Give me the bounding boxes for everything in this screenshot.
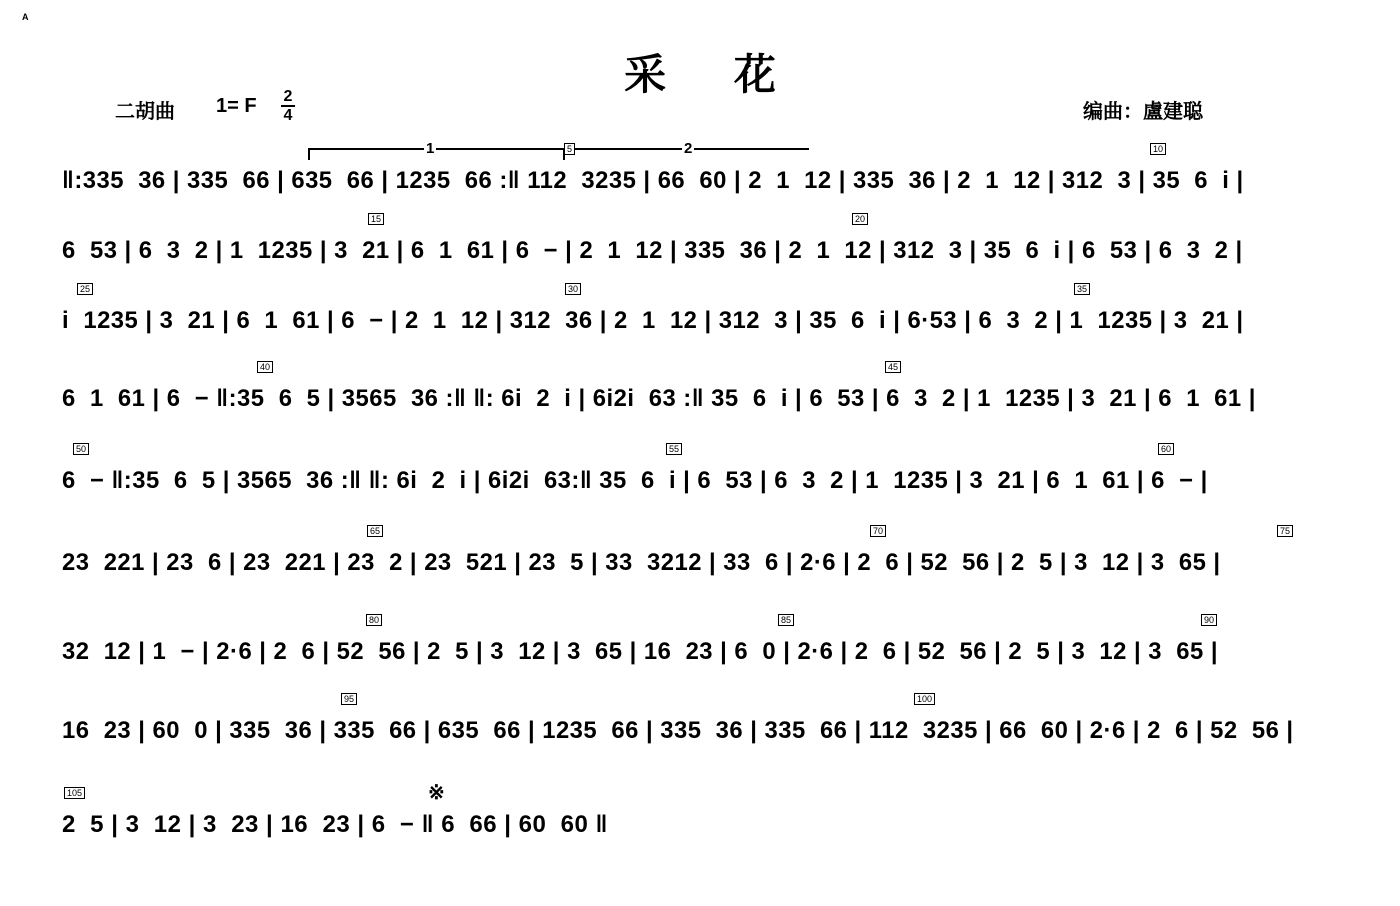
measure-number: 60 [1158,443,1174,455]
measure-number: 70 [870,525,886,537]
measure-number: 75 [1277,525,1293,537]
notation-line: 6 53 | 6 3 2 | 1 1235 | 3 21 | 6 1 61 | 6 − | 2 1 12 | 335 36 | 2 1 12 | 312 3 | 35 6 i | 6 53 | 6 3 2 | [62,237,1243,264]
notation-line: 23 221 | 23 6 | 23 221 | 23 2 | 23 521 | 23 5 | 33 3212 | 33 6 | 2·6 | 2 6 | 52 56 | 2 5 | 3 12 | 3 65 | [62,549,1221,576]
measure-number: 30 [565,283,581,295]
second-ending-number: 2 [684,140,693,157]
score-line-8 [62,694,1362,762]
time-signature-top: 2 [281,88,295,107]
measure-number: 50 [73,443,89,455]
score-line-7 [62,615,1362,683]
time-signature [281,88,295,124]
measure-number: 35 [1074,283,1090,295]
measure-number: 55 [666,443,682,455]
measure-number: 65 [367,525,383,537]
score-line-2 [62,214,1362,282]
measure-number: 85 [778,614,794,626]
notation-line: 2 5 | 3 12 | 3 23 | 16 23 | 6 − ‖ 6 66 | 60 60 ‖ [62,811,608,838]
notation-line: i 1235 | 3 21 | 6 1 61 | 6 − | 2 1 12 | 312 36 | 2 1 12 | 312 3 | 35 6 i | 6·53 | 6 3 2 | 1 1235 | 3 21 | [62,307,1244,334]
measure-number: 95 [341,693,357,705]
score-line-9 [62,788,1362,856]
score-line-4 [62,362,1362,430]
notation-line: 16 23 | 60 0 | 335 36 | 335 66 | 635 66 | 1235 66 | 335 36 | 335 66 | 112 3235 | 66 60 | 2·6 | 2 6 | 52 56 | [62,717,1294,744]
corner-label: A [22,12,29,22]
notation-line: ‖:335 36 | 335 66 | 635 66 | 1235 66 :‖ 112 3235 | 66 60 | 2 1 12 | 335 36 | 2 1 12 | 312 3 | 35 6 i | [62,167,1244,194]
first-ending-number: 1 [426,140,435,157]
measure-number: 15 [368,213,384,225]
measure-number: 105 [64,787,85,799]
measure-number: 40 [257,361,273,373]
arranger-label: 编曲：盧建聪 [1083,101,1203,123]
notation-line: 6 1 61 | 6 − ‖:35 6 5 | 3565 36 :‖ ‖: 6i 2 i | 6i2i 63 :‖ 35 6 i | 6 53 | 6 3 2 | 1 1235 | 3 21 | 6 1 61 | [62,385,1256,412]
page-title: 采 花 [624,51,804,98]
measure-number: 80 [366,614,382,626]
notation-line: 32 12 | 1 − | 2·6 | 2 6 | 52 56 | 2 5 | 3 12 | 3 65 | 16 23 | 6 0 | 2·6 | 2 6 | 52 56 | 2 5 | 3 12 | 3 65 | [62,638,1218,665]
measure-number: 90 [1201,614,1217,626]
score-line-6 [62,526,1362,594]
score-line-5 [62,444,1362,512]
score-line-3 [62,284,1362,352]
measure-number: 45 [885,361,901,373]
measure-number: 5 [564,143,575,155]
measure-number: 20 [852,213,868,225]
instrument-label: 二胡曲 [115,101,175,123]
key-signature: 1= F [216,95,257,117]
time-signature-bottom: 4 [283,107,293,124]
score-line-1 [62,144,1362,212]
notation-line: 6 − ‖:35 6 5 | 3565 36 :‖ ‖: 6i 2 i | 6i2i 63:‖ 35 6 i | 6 53 | 6 3 2 | 1 1235 | 3 21 | 6 1 61 | 6 − | [62,467,1208,494]
measure-number: 25 [77,283,93,295]
measure-number: 10 [1150,143,1166,155]
segno-mark: ※ [428,782,445,804]
measure-number: 100 [914,693,935,705]
